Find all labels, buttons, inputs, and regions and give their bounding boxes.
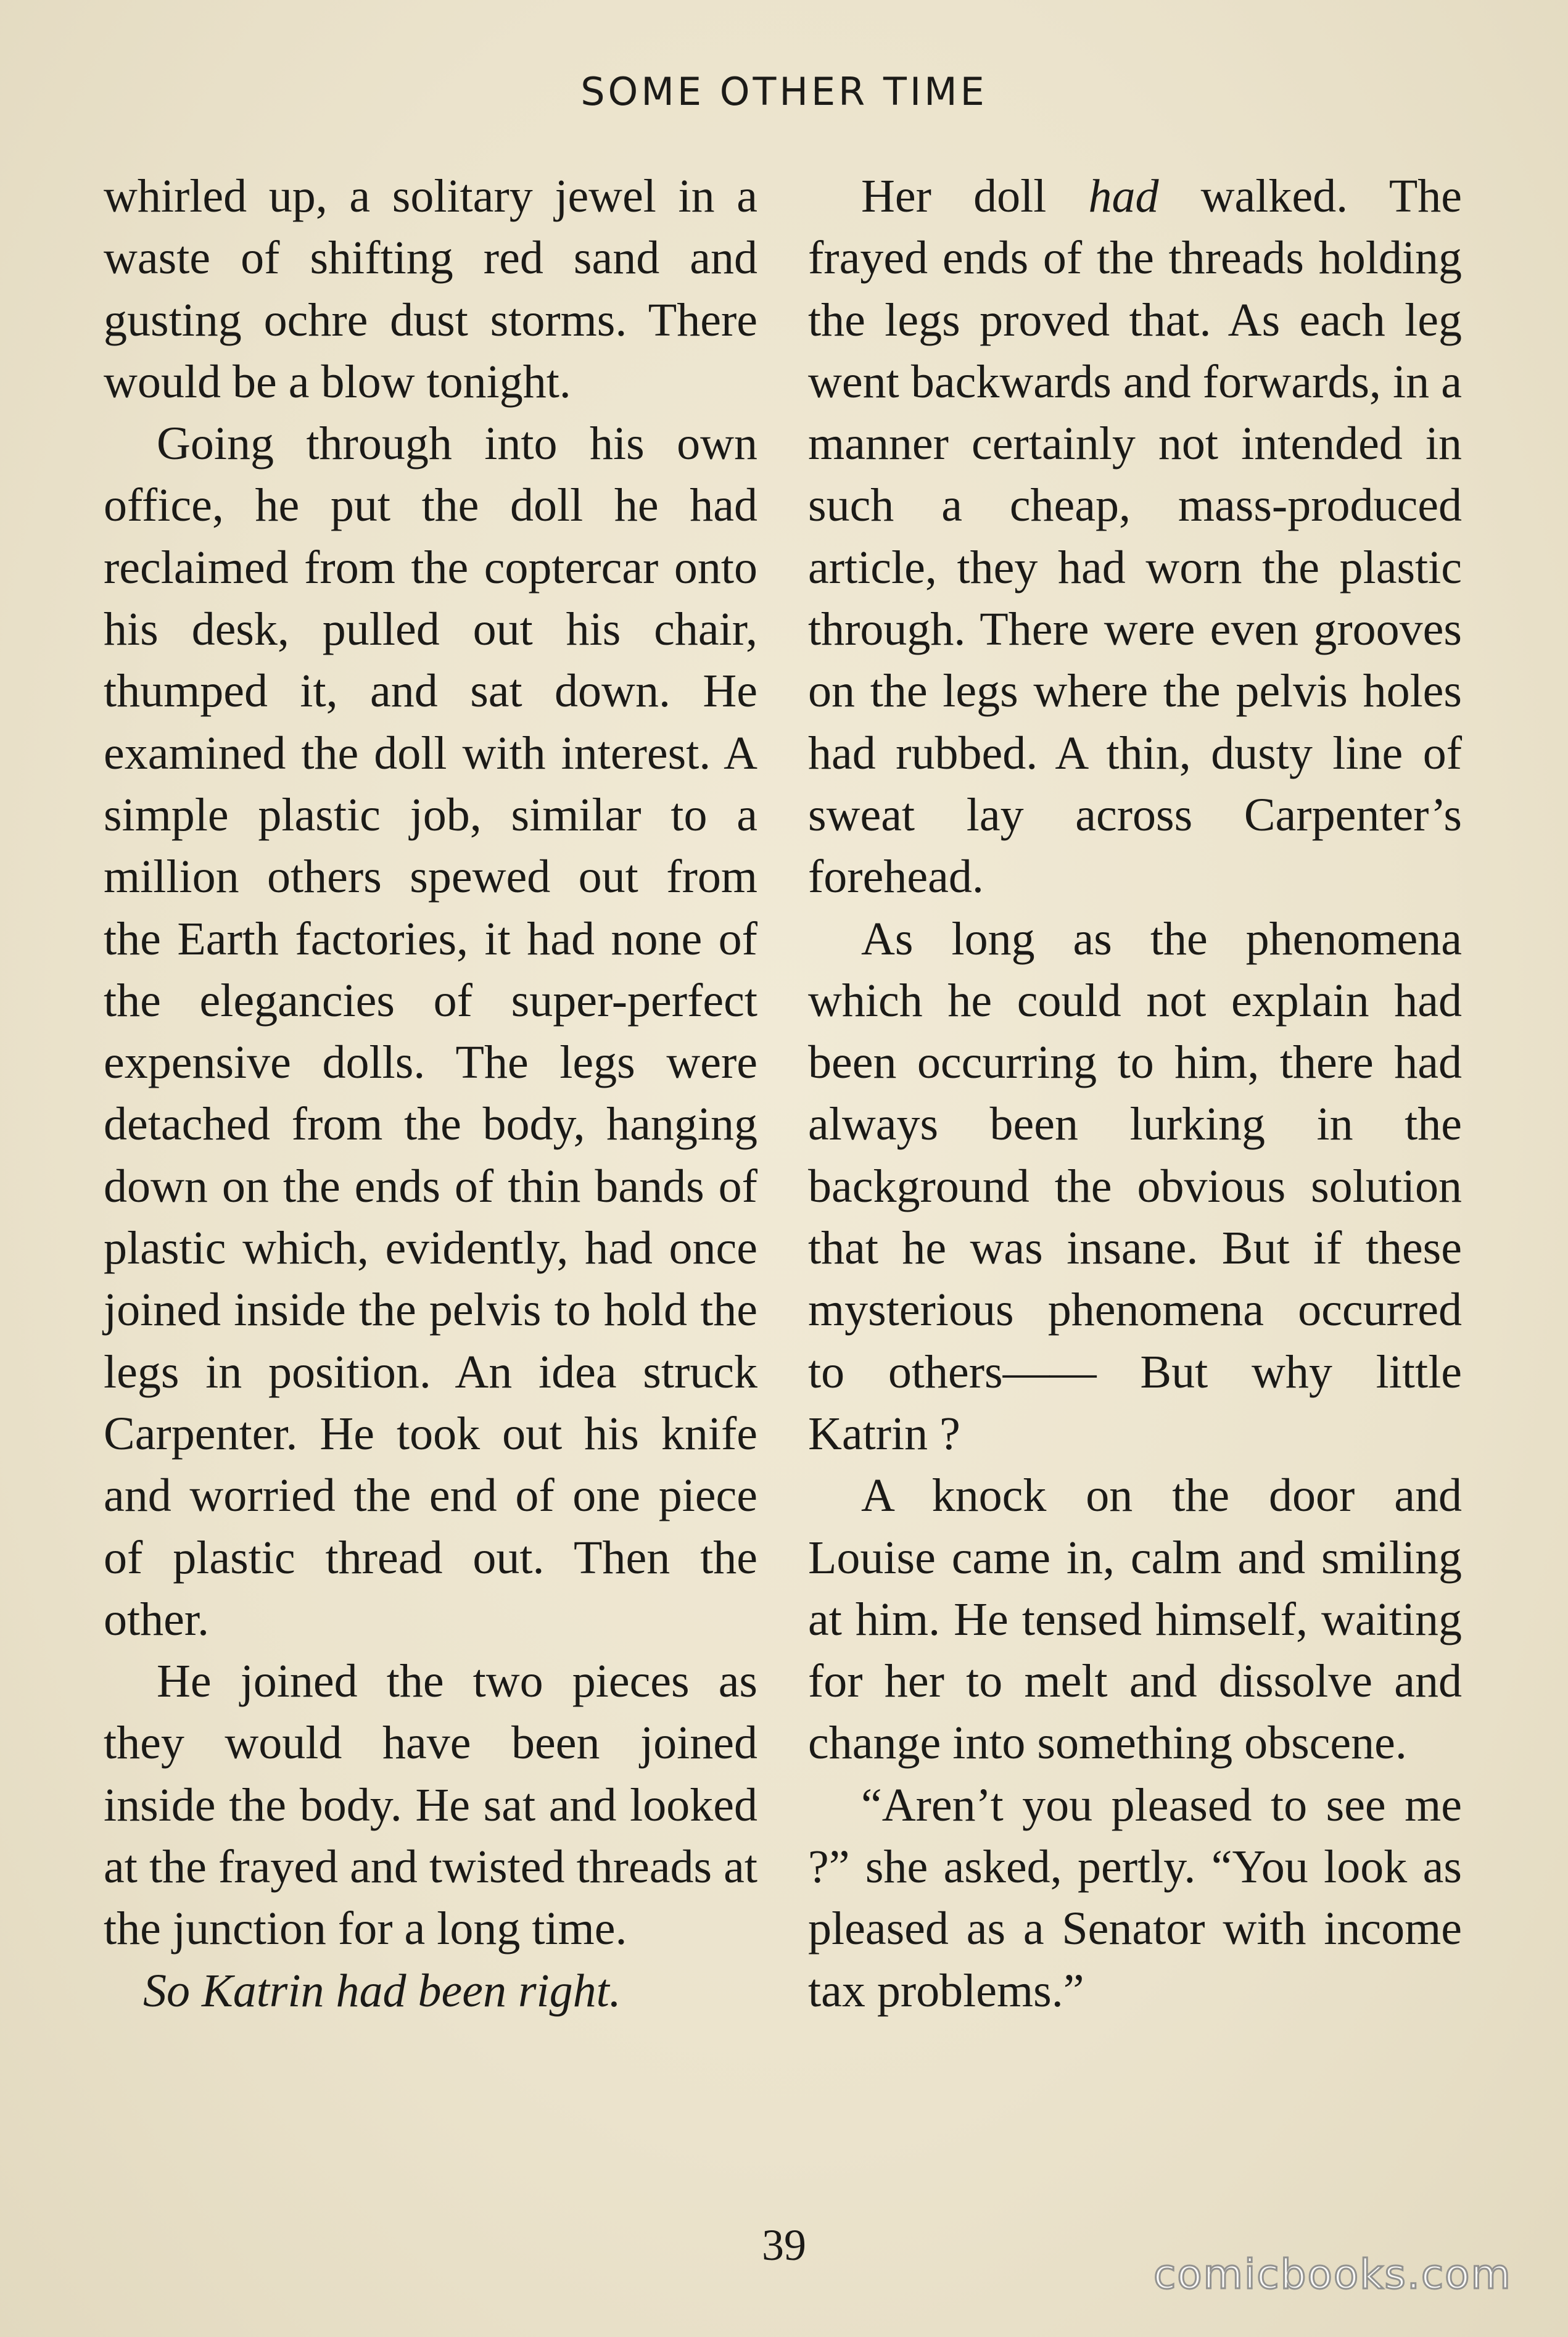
- paragraph-continued: whirled up, a solitary jewel in a waste of shifting red sand and gusting ochre dust storms. There would be a blow tonight.: [104, 170, 757, 408]
- paragraph-doll-walked: [808, 165, 1462, 908]
- running-head: SOME OTHER TIME: [580, 69, 988, 114]
- watermark: comicbooks.com: [1153, 2251, 1512, 2298]
- page-number: 39: [762, 2220, 806, 2270]
- paragraph-office: Going through into his own office, he put the doll he had reclaimed from the coptercar onto his desk, pulled out his chair, thumped it, and sat down. He examined the doll with interest. A simple plastic job, similar to a million others spewed out from the Earth factories, it had none of the elegancies of super-perfect expensive dolls. The legs were detached from the body, hanging down on the ends of thin bands of plastic which, evidently, had once joined inside the pelvis to hold the legs in position. An idea struck Carpenter. He took out his knife and worried the end of one piece of plastic thread out. Then the other.: [104, 418, 757, 1645]
- doll-walked-rest: walked. The frayed ends of the threads holding the legs proved that. As each leg went backwards and forwards, in a manner certainly not intended in such a cheap, mass-produced article, they had worn the plastic through. There were even grooves on the legs where the pelvis holes had rubbed. A thin, dusty line of sweat lay across Carpenter’s forehead.: [808, 170, 1462, 903]
- paragraph-joined-pieces: He joined the two pieces as they would have been joined inside the body. He sat and looked at the frayed and twisted threads at the junction for a long time.: [104, 1655, 757, 1955]
- paragraph-katrin-right: So Katrin had been right.: [143, 1964, 621, 2017]
- paragraph-louise: A knock on the door and Louise came in, calm and smiling at him. He tensed himself, waiting for her to melt and dissolve and change into something obscene.: [808, 1470, 1462, 1769]
- paragraph-phenomena: As long as the phenomena which he could not explain had been occurring to him, there had always been lurking in the background the obvious solution that he was insane. But if these mysterious phenomena occurred to others—— But why little Katrin ?: [808, 912, 1462, 1460]
- right-column: [808, 165, 1462, 2022]
- left-column: [104, 165, 757, 2022]
- paragraph-dialogue: “Aren’t you pleased to see me ?” she asked, pertly. “You look as pleased as a Senator with income tax problems.”: [808, 1779, 1462, 2017]
- doll-walked-start: Her doll: [861, 170, 1089, 222]
- emphasis-had: had: [1088, 170, 1159, 222]
